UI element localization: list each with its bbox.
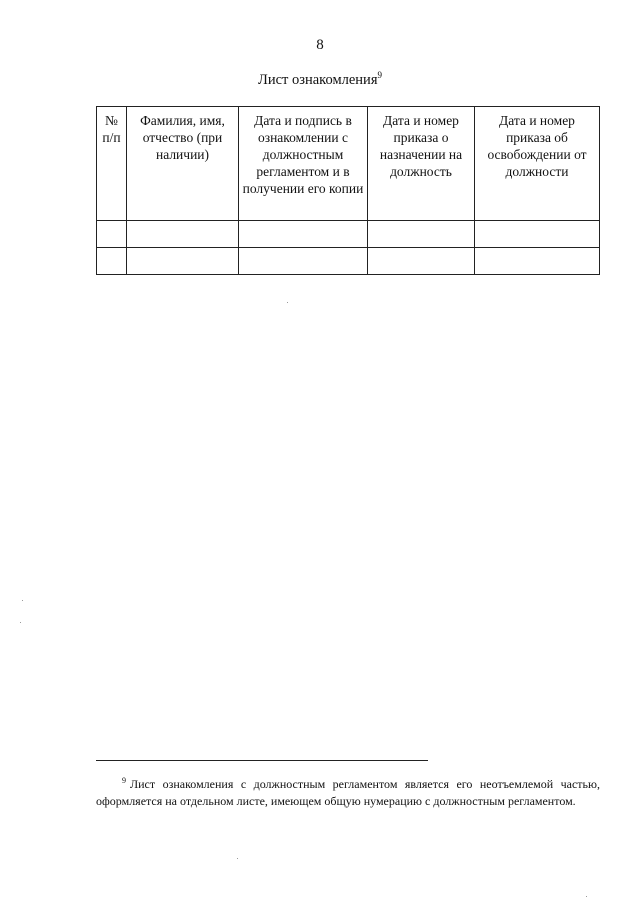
table-row [97, 221, 600, 248]
scan-speck [22, 600, 23, 601]
acknowledgement-table [96, 106, 600, 275]
table-cell [239, 221, 368, 248]
table-cell [127, 221, 239, 248]
table-cell [97, 248, 127, 275]
scan-speck [237, 858, 238, 859]
table-header-row [97, 107, 600, 221]
scan-speck [586, 896, 587, 897]
header-cell-dismissal-order: Дата и номер приказа об освобождении от должности [475, 107, 600, 221]
scan-speck [20, 622, 21, 623]
table-cell [97, 221, 127, 248]
table-cell [239, 248, 368, 275]
footnote-reference: 9 [377, 70, 382, 80]
header-cell-appointment-order: Дата и номер приказа о назначении на должность [368, 107, 475, 221]
footnote-marker: 9 [122, 776, 126, 785]
page-number: 8 [316, 37, 324, 53]
document-title-text: Лист ознакомления [258, 72, 378, 88]
header-cell-number: № п/п [97, 107, 127, 221]
footnote-separator [96, 760, 428, 761]
table-cell [368, 248, 475, 275]
table-cell [475, 221, 600, 248]
table-cell [368, 221, 475, 248]
footnote-text: Лист ознакомления с должностным регламентом является его неотъемлемой частью, оформляется на отдельном листе, имеющем общую нумерацию с должностным регламентом. [96, 777, 600, 808]
table-row [97, 248, 600, 275]
document-title [0, 70, 640, 89]
footnote [96, 772, 600, 810]
table-cell [127, 248, 239, 275]
table-cell [475, 248, 600, 275]
header-cell-full-name: Фамилия, имя, отчество (при наличии) [127, 107, 239, 221]
scan-speck [287, 302, 288, 303]
header-cell-acknowledgement-date: Дата и подпись в ознакомлении с должностным регламентом и в получении его копии [239, 107, 368, 221]
